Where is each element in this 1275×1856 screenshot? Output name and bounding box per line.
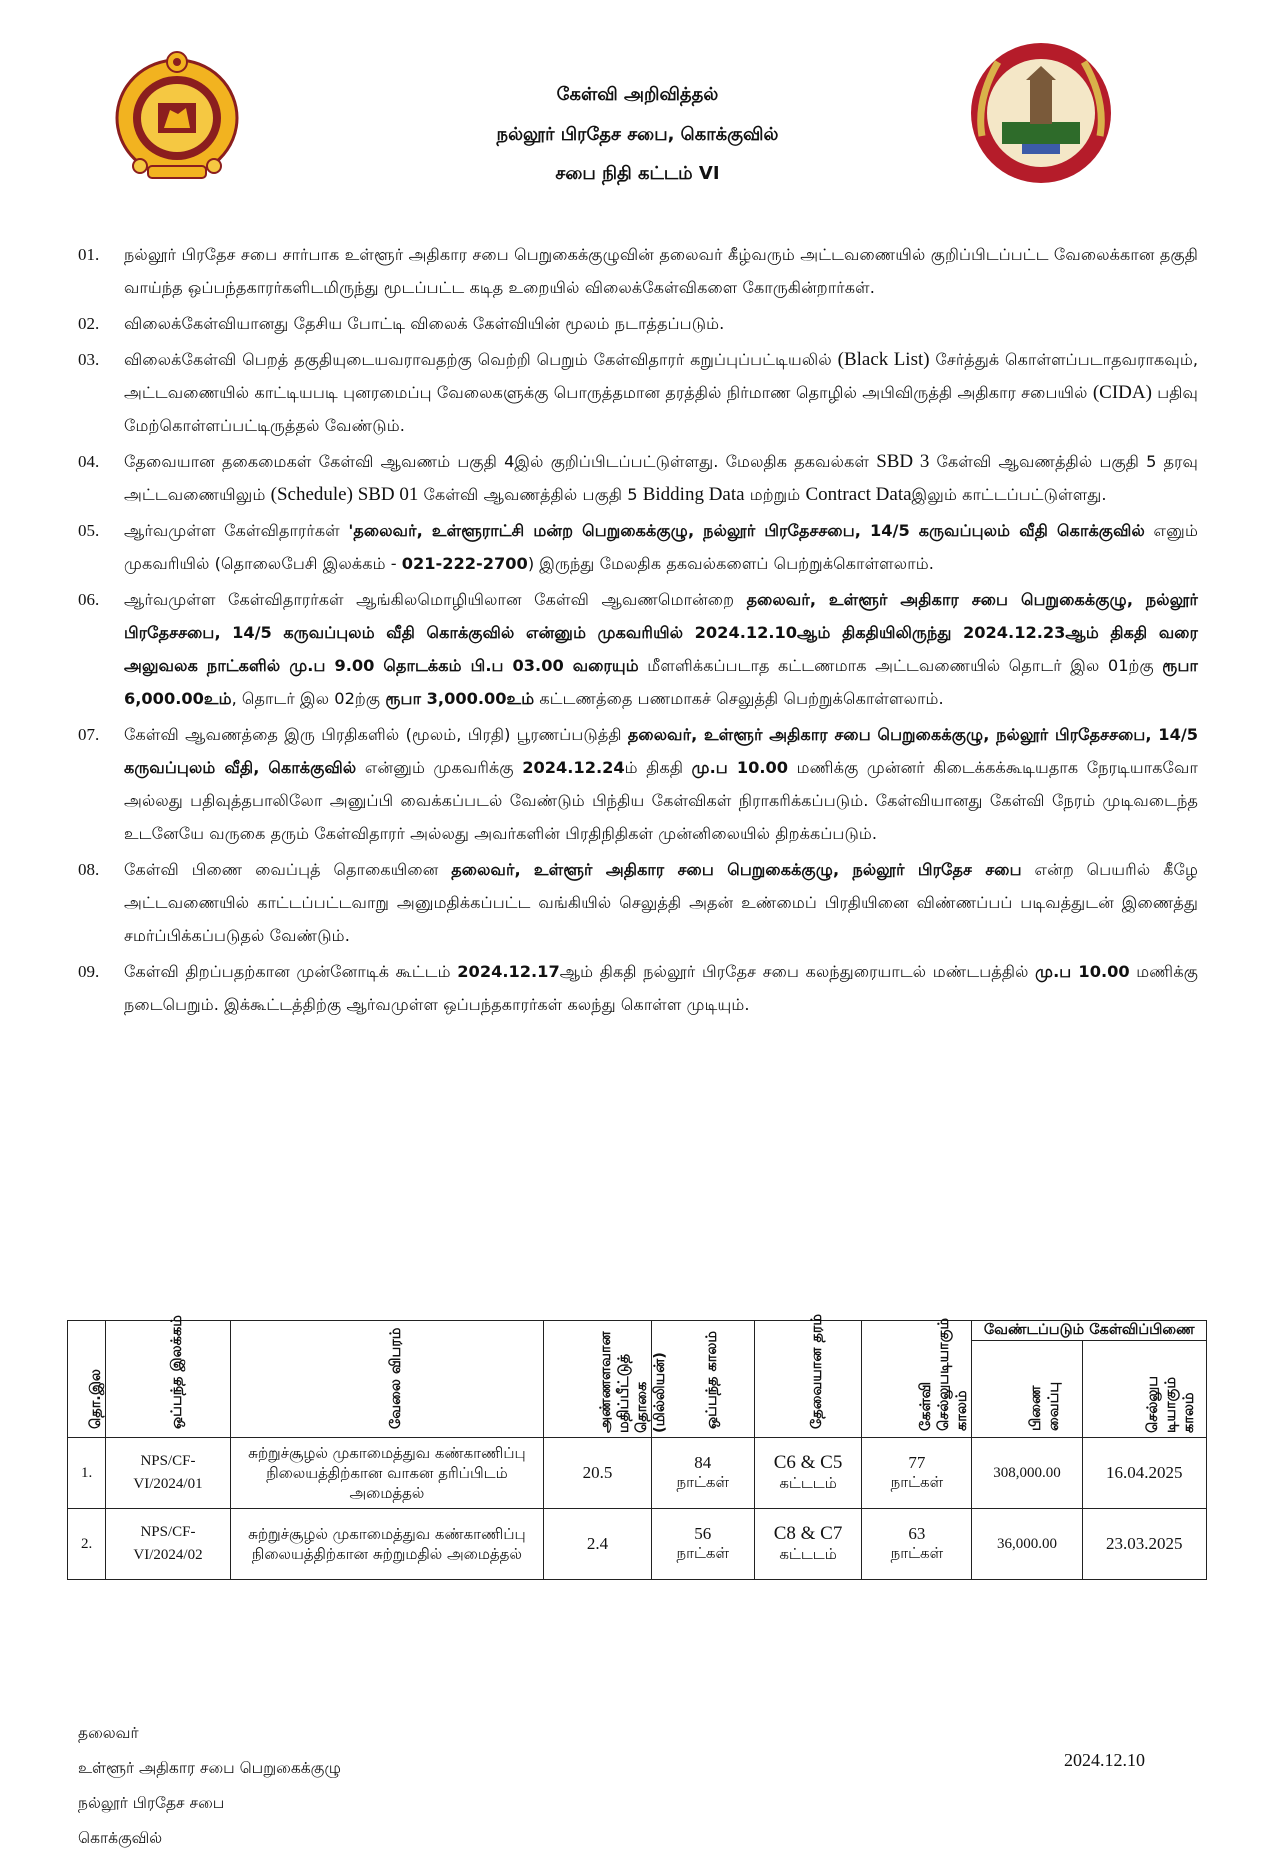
clause-text: (CIDA) <box>1092 382 1152 403</box>
clause-text: இலும் காட்டப்பட்டுள்ளது. <box>911 485 1107 504</box>
clause-text: சேர்த்துக் கொள்ளப்படாதவராகவும், அட்டவணையில் காட்டியபடி புனரமைப்பு வேலைகளுக்கு பொருத்தமான தரத்தில் நிர்மாண தொழில் அபிவிருத்தி அதிகார சபையில் <box>124 350 1198 402</box>
clause-number: 09. <box>78 962 100 981</box>
col-estimate-header: அண்ணளவான மதிப்பீட்டுத் தொகை (மில்லியன்) <box>544 1321 652 1438</box>
clause-text: கேள்வி ஆவணத்தை இரு பிரதிகளில் (மூலம், பிரதி) பூரணப்படுத்தி <box>124 725 628 744</box>
clause-text: ம் திகதி <box>624 758 692 777</box>
notice-title: கேள்வி அறிவித்தல் <box>556 84 719 105</box>
row-work: சுற்றுச்சூழல் முகாமைத்துவ கண்காணிப்பு நிலையத்திற்கான சுற்றுமதில் அமைத்தல் <box>230 1509 543 1580</box>
clause-text: (Schedule) SBD 01 <box>270 484 419 505</box>
clause-text: 021-222-2700 <box>401 554 528 573</box>
clause-text: தலைவர், உள்ளூர் அதிகார சபை பெறுகைக்குழு, நல்லூர் பிரதேசசபை, 14/5 கருவப்புலம் வீதி, கொக்குவில் <box>124 725 1199 777</box>
clause-text: Bidding Data <box>642 484 745 505</box>
clause-number: 06. <box>78 590 100 609</box>
clause-text: மணிக்கு முன்னர் கிடைக்கக்கூடியதாக நேரடியாகவோ அல்லது பதிவுத்தபாலிலோ அனுப்பி வைக்கப்படல் வேண்டும் பிந்திய கேள்விகள் நிராகரிக்கப்படும். கேள்வியானது கேள்வி நேரம் முடிவடைந்த உடனேயே வருகை தரும் கேள்விதாரர் அல்லது அவர்களின் பிரதிநிதிகள் முன்னிலையில் திறக்கப்படும். <box>124 758 1199 843</box>
clause-7 <box>78 718 1198 850</box>
clause-text: தலைவர், உள்ளூர் அதிகார சபை பெறுகைக்குழு, நல்லூர் பிரதேசசபை, 14/5 கருவப்புலம் வீதி கொக்குவில் என்னும் முகவரியில் 2024.12.10ஆம் திகதியிலிருந்து 2024.12.23ஆம் திகதி வரை அலுவலக நாட்களில் மு.ப 9.00 தொடக்கம் பி.ப 03.00 வரையும் <box>124 590 1198 675</box>
clause-text: கேள்வி ஆவணத்தில் பகுதி 5 <box>418 485 643 504</box>
bond-group-header: வேண்டப்படும் கேள்விப்பிணை <box>972 1321 1207 1341</box>
clause-text: மீளளிக்கப்படாத கட்டணமாக அட்டவணையில் தொடர் இல 01ற்கு <box>638 656 1163 675</box>
col-serial-header: தொ.இல <box>68 1321 106 1438</box>
table-row <box>68 1438 1207 1509</box>
tender-table <box>67 1313 1207 1580</box>
row-serial: 1. <box>68 1438 106 1509</box>
row-serial: 2. <box>68 1509 106 1580</box>
row-bond: 308,000.00 <box>972 1438 1082 1509</box>
row-validity: 63 நாட்கள் <box>862 1509 972 1580</box>
clause-number: 07. <box>78 725 100 744</box>
row-period: 56 நாட்கள் <box>651 1509 754 1580</box>
row-period: 84 நாட்கள் <box>651 1438 754 1509</box>
clause-text: எனும் முகவரியில் (தொலைபேசி இலக்கம் - <box>124 521 1198 573</box>
row-validity: 77 நாட்கள் <box>862 1438 972 1509</box>
clause-text: விலைக்கேள்வியானது தேசிய போட்டி விலைக் கேள்வியின் மூலம் நடாத்தப்படும். <box>124 314 725 333</box>
row-bond-validity: 23.03.2025 <box>1082 1509 1206 1580</box>
col-contract-header: ஒப்பந்த இலக்கம் <box>106 1321 230 1438</box>
clause-number: 05. <box>78 521 100 540</box>
clause-text: கேள்வி ஆவணத்தில் பகுதி 5 தரவு அட்டவணையிலும் <box>124 452 1199 504</box>
clause-text: 2024.12.17 <box>457 962 560 981</box>
signatory-body: உள்ளூர் அதிகார சபை பெறுகைக்குழு <box>78 1759 341 1777</box>
clause-text: கட்டணத்தை பணமாகச் செலுத்தி பெற்றுக்கொள்ளலாம். <box>534 689 944 708</box>
table-row <box>68 1509 1207 1580</box>
row-grade: C8 & C7 கட்டடம் <box>754 1509 862 1580</box>
clause-text: ரூபா 6,000.00உம் <box>124 656 1198 708</box>
clause-number: 03. <box>78 350 100 369</box>
col-bond-header: பிணை வைப்பு <box>972 1341 1082 1438</box>
clause-5 <box>78 514 1198 580</box>
clause-2 <box>78 307 1198 340</box>
row-estimate: 2.4 <box>544 1509 652 1580</box>
clause-text: 'தலைவர், உள்ளூராட்சி மன்ற பெறுகைக்குழு, நல்லூர் பிரதேசசபை, 14/5 கருவப்புலம் வீதி கொக்குவில் <box>348 521 1145 540</box>
clause-text: ஆர்வமுள்ள கேள்விதாரர்கள் <box>124 521 349 540</box>
clause-text: மற்றும் <box>744 485 806 504</box>
col-work-header: வேலை விபரம் <box>230 1321 543 1438</box>
signatory-place: கொக்குவில் <box>78 1829 163 1847</box>
clause-4 <box>78 445 1198 511</box>
row-contract-no: NPS/CF-VI/2024/02 <box>106 1509 230 1580</box>
clause-text: ஆம் திகதி நல்லூர் பிரதேச சபை கலந்துரையாடல் மண்டபத்தில் <box>559 962 1036 981</box>
council-name: நல்லூர் பிரதேச சபை, கொக்குவில் <box>496 124 779 145</box>
clause-text: பதிவு மேற்கொள்ளப்பட்டிருத்தல் வேண்டும். <box>124 383 1198 435</box>
clause-text: கேள்வி பிணை வைப்புத் தொகையினை <box>124 860 452 879</box>
clause-text: ஆர்வமுள்ள கேள்விதாரர்கள் ஆங்கிலமொழியிலான கேள்வி ஆவணமொன்றை <box>124 590 747 609</box>
clause-text: கேள்வி திறப்பதற்கான முன்னோடிக் கூட்டம் <box>124 962 458 981</box>
row-contract-no: NPS/CF-VI/2024/01 <box>106 1438 230 1509</box>
clause-text: தேவையான தகைமைகள் கேள்வி ஆவணம் பகுதி 4இல் குறிப்பிடப்பட்டுள்ளது. மேலதிக தகவல்கள் <box>124 452 877 471</box>
clause-3 <box>78 343 1198 442</box>
row-grade: C6 & C5 கட்டடம் <box>754 1438 862 1509</box>
notice-clauses <box>78 238 1198 1024</box>
clause-number: 08. <box>78 860 100 879</box>
signatory-council: நல்லூர் பிரதேச சபை <box>78 1794 225 1812</box>
clause-text: மணிக்கு நடைபெறும். இக்கூட்டத்திற்கு ஆர்வமுள்ள ஒப்பந்தகாரர்கள் கலந்து கொள்ள முடியும். <box>124 962 1198 1014</box>
clause-text: ரூபா 3,000.00உம் <box>385 689 535 708</box>
clause-text: மு.ப 10.00 <box>691 758 789 777</box>
clause-number: 01. <box>78 245 100 264</box>
fund-phase: சபை நிதி கட்டம் VI <box>555 163 720 184</box>
clause-text: விலைக்கேள்வி பெறத் தகுதியுடையவராவதற்கு வெற்றி பெறும் கேள்விதாரர் கறுப்புப்பட்டியலில் <box>124 350 838 369</box>
signature-block <box>78 1716 341 1856</box>
col-bond-validity-header: செல்லுப டியாகும் காலம் <box>1082 1341 1206 1438</box>
clause-1 <box>78 238 1198 304</box>
row-bond: 36,000.00 <box>972 1509 1082 1580</box>
clause-8 <box>78 853 1198 952</box>
clause-text: Contract Data <box>805 484 912 505</box>
row-estimate: 20.5 <box>544 1438 652 1509</box>
clause-text: மு.ப 10.00 <box>1035 962 1130 981</box>
col-period-header: ஒப்பந்த காலம் <box>651 1321 754 1438</box>
notice-date: 2024.12.10 <box>1064 1750 1145 1770</box>
clause-text: (Black List) <box>837 349 930 370</box>
signatory-title: தலைவர் <box>78 1724 139 1742</box>
col-grade-header: தேவையான தரம் <box>754 1321 862 1438</box>
clause-text: SBD 3 <box>876 451 930 472</box>
clause-text: 2024.12.24 <box>522 758 625 777</box>
sri-lanka-emblem <box>108 48 246 182</box>
clause-text: என்னும் முகவரிக்கு <box>356 758 523 777</box>
row-bond-validity: 16.04.2025 <box>1082 1438 1206 1509</box>
clause-9 <box>78 955 1198 1021</box>
col-validity-header: கேள்வி செல்லுபடியாகும் காலம் <box>862 1321 972 1438</box>
clause-text: என்ற பெயரில் கீழே அட்டவணையில் காட்டப்பட்டவாறு அனுமதிக்கப்பட்ட வங்கியில் செலுத்தி அதன் உண்மைப் பிரதியினை விண்ணப்பப் படிவத்துடன் இணைத்து சமர்ப்பிக்கப்படுதல் வேண்டும். <box>124 860 1198 945</box>
clause-text: தலைவர், உள்ளூர் அதிகார சபை பெறுகைக்குழு, நல்லூர் பிரதேச சபை <box>451 860 1022 879</box>
clause-text: நல்லூர் பிரதேச சபை சார்பாக உள்ளூர் அதிகார சபை பெறுகைக்குழுவின் தலைவர் கீழ்வரும் அட்டவணையில் குறிப்பிடப்பட்ட வேலைக்கான தகுதி வாய்ந்த ஒப்பந்தகாரர்களிடமிருந்து மூடப்பட்ட கடித உறையில் விலைக்கேள்விகளை கோருகின்றார்கள். <box>124 245 1198 297</box>
clause-number: 02. <box>78 314 100 333</box>
clause-text: ) இருந்து மேலதிக தகவல்களைப் பெற்றுக்கொள்ளலாம். <box>527 554 934 573</box>
row-work: சுற்றுச்சூழல் முகாமைத்துவ கண்காணிப்பு நிலையத்திற்கான வாகன தரிப்பிடம் அமைத்தல் <box>230 1438 543 1509</box>
clause-number: 04. <box>78 452 100 471</box>
clause-6 <box>78 583 1198 715</box>
clause-text: , தொடர் இல 02ற்கு <box>231 689 386 708</box>
